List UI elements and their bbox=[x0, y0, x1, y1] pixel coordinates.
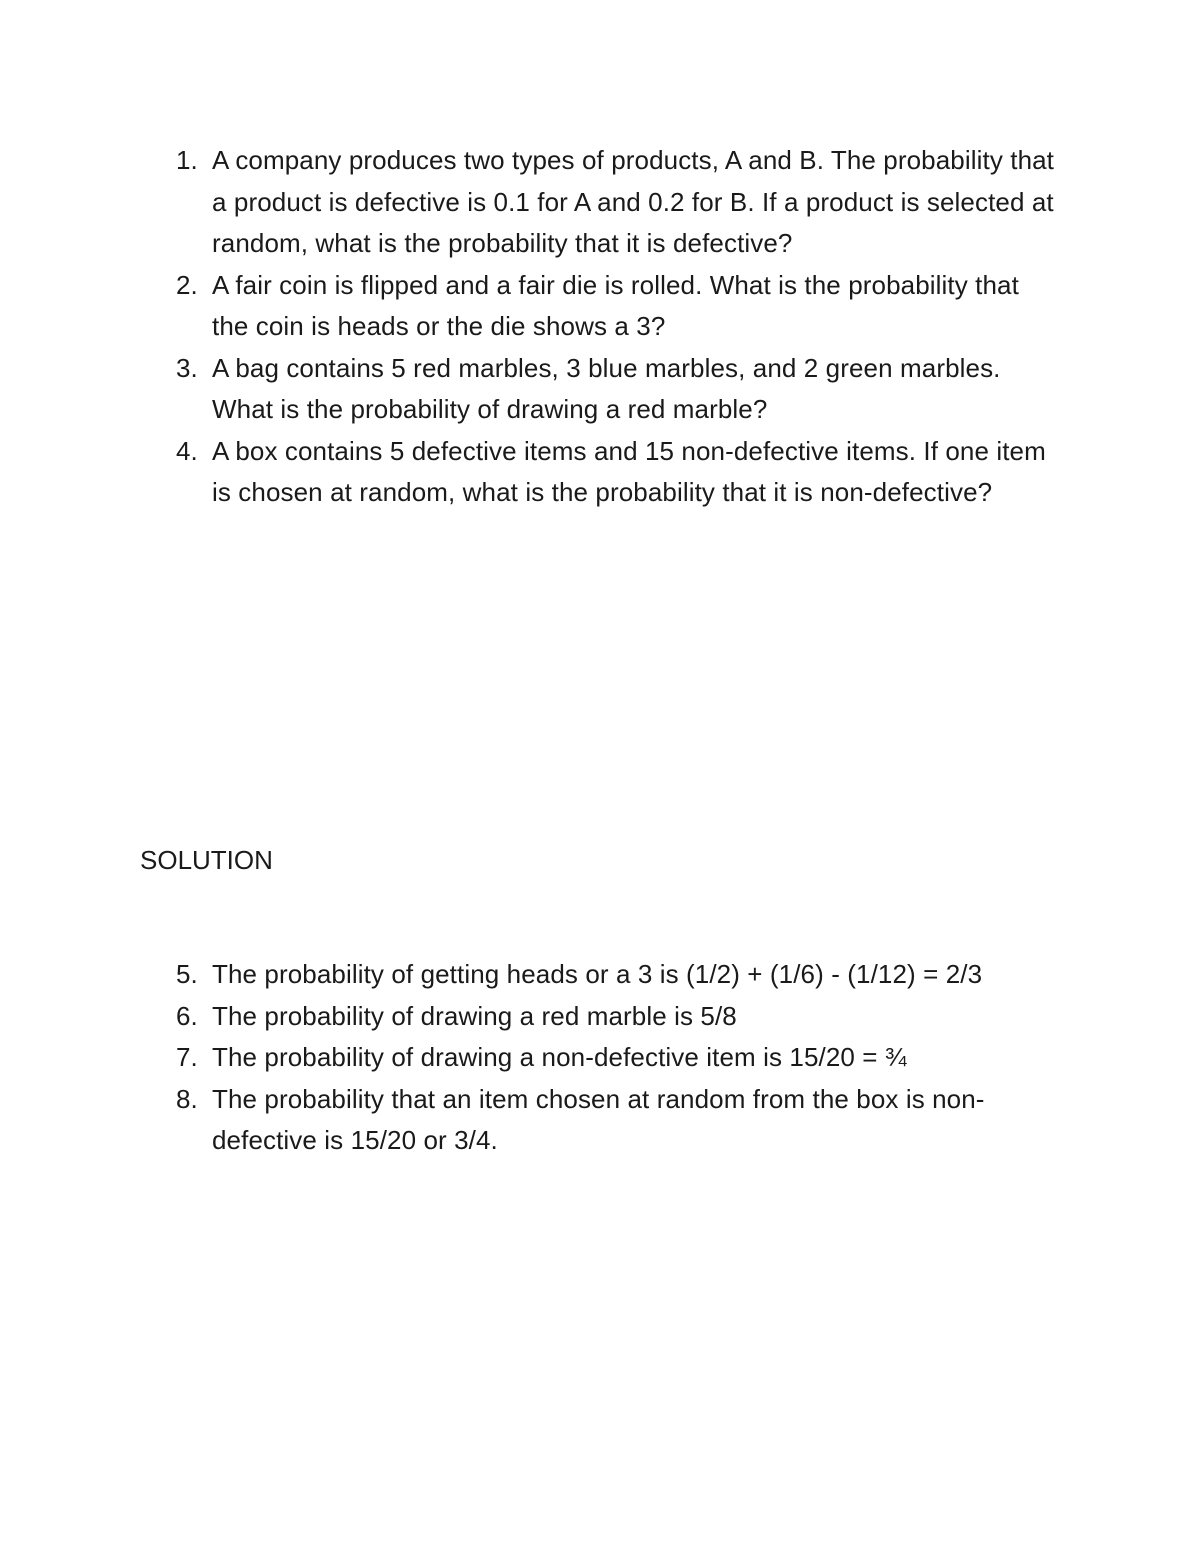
solution-item bbox=[140, 1079, 1060, 1162]
question-text: A fair coin is flipped and a fair die is rolled. What is the probability that the coin is heads or the die shows a 3? bbox=[212, 269, 1019, 341]
solution-number: 7. bbox=[176, 1042, 198, 1072]
question-text: A company produces two types of products, A and B. The probability that a product is defective is 0.1 for A and 0.2 for B. If a product is selected at random, what is the probability that it is defective? bbox=[212, 145, 1055, 258]
solution-number: 8. bbox=[176, 1083, 198, 1114]
solution-item bbox=[140, 954, 1060, 996]
question-number: 4. bbox=[176, 435, 198, 466]
solution-list bbox=[140, 954, 1060, 1162]
question-list bbox=[140, 140, 1060, 514]
solution-text: The probability of drawing a red marble is 5/8 bbox=[212, 1000, 737, 1031]
solution-number: 5. bbox=[176, 959, 198, 989]
question-item bbox=[140, 140, 1060, 265]
solution-heading: SOLUTION bbox=[140, 845, 273, 875]
question-number: 1. bbox=[176, 145, 198, 175]
solution-text: The probability that an item chosen at random from the box is non-defective is 15/20 or 3/4. bbox=[212, 1083, 985, 1155]
question-item bbox=[140, 348, 1060, 431]
question-text: A bag contains 5 red marbles, 3 blue marbles, and 2 green marbles. What is the probability of drawing a red marble? bbox=[212, 352, 1001, 424]
solution-text: The probability of getting heads or a 3 is (1/2) + (1/6) - (1/12) = 2/3 bbox=[212, 959, 983, 989]
question-item bbox=[140, 265, 1060, 348]
question-text: A box contains 5 defective items and 15 non-defective items. If one item is chosen at random, what is the probability that it is non-defective? bbox=[212, 435, 1046, 507]
solution-item bbox=[140, 1037, 1060, 1079]
question-item bbox=[140, 431, 1060, 514]
question-number: 3. bbox=[176, 352, 198, 383]
question-number: 2. bbox=[176, 269, 198, 300]
solution-item bbox=[140, 996, 1060, 1038]
solution-number: 6. bbox=[176, 1000, 198, 1031]
solution-text: The probability of drawing a non-defective item is 15/20 = ¾ bbox=[212, 1042, 907, 1072]
